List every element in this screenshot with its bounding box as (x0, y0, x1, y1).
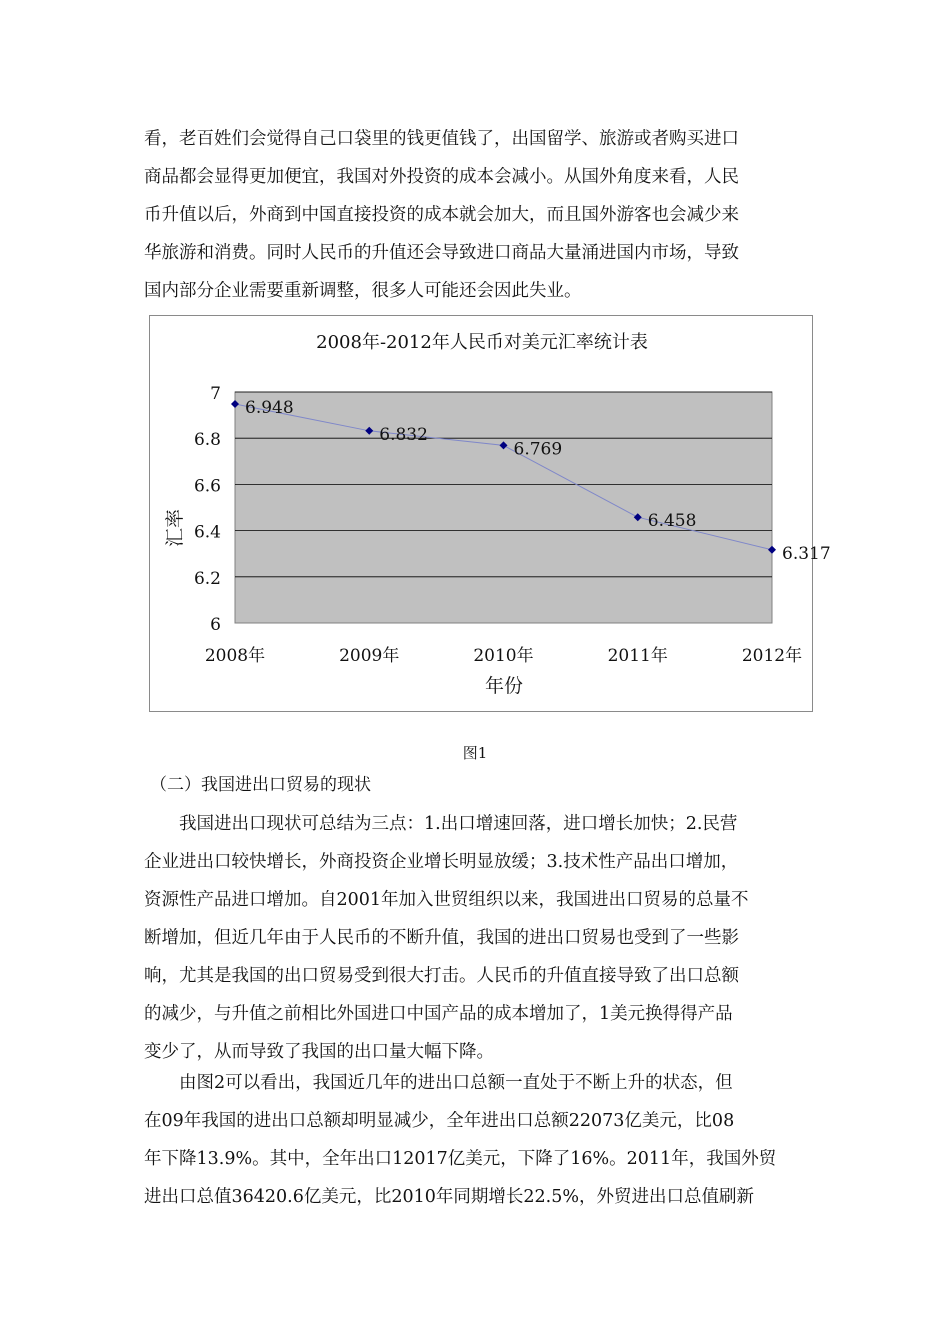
text-line: 进出口总值36420.6亿美元，比2010年同期增长22.5%，外贸进出口总值刷新 (144, 1187, 754, 1207)
text-line: 企业进出口较快增长，外商投资企业增长明显放缓；3.技术性产品出口增加， (144, 852, 739, 872)
x-tick-label: 2008年 (204, 646, 266, 666)
y-tick-label: 6 (210, 615, 221, 635)
x-axis-label: 年份 (484, 675, 524, 697)
x-tick-label: 2012年 (741, 646, 803, 666)
paragraph-2 (144, 805, 812, 1071)
text-line: 看，老百姓们会觉得自己口袋里的钱更值钱了，出国留学、旅游或者购买进口 (144, 129, 739, 149)
data-label: 6.832 (379, 424, 428, 445)
text-line: 我国进出口现状可总结为三点：1.出口增速回落，进口增长加快；2.民营 (144, 814, 738, 834)
exchange-rate-chart (149, 315, 831, 712)
text-line: 由图2可以看出，我国近几年的进出口总额一直处于不断上升的状态，但 (144, 1073, 733, 1093)
y-tick-label: 6.6 (193, 476, 221, 497)
text-line: 币升值以后，外商到中国直接投资的成本就会加大，而且国外游客也会减少来 (144, 205, 739, 225)
text-line: 国内部分企业需要重新调整，很多人可能还会因此失业。 (144, 281, 582, 301)
text-line: 的减少，与升值之前相比外国进口中国产品的成本增加了，1美元换得得产品 (144, 1004, 733, 1024)
y-tick-label: 6.2 (193, 568, 221, 589)
text-line: 商品都会显得更加便宜，我国对外投资的成本会减小。从国外角度来看，人民 (144, 167, 739, 187)
figure-caption: 图1 (462, 744, 488, 762)
paragraph-1 (144, 120, 812, 310)
data-label: 6.769 (513, 439, 563, 460)
data-label: 6.317 (782, 543, 831, 564)
text-line: 年下降13.9%。其中，全年出口12017亿美元，下降了16%。2011年，我国外贸 (144, 1149, 777, 1169)
text-line: 响，尤其是我国的出口贸易受到很大打击。人民币的升值直接导致了出口总额 (144, 966, 739, 986)
x-tick-label: 2009年 (339, 646, 400, 666)
x-tick-label: 2010年 (473, 646, 534, 666)
y-tick-label: 6.8 (193, 430, 221, 451)
text-line: 在09年我国的进出口总额却明显减少，全年进出口总额22073亿美元，比08 (144, 1111, 735, 1131)
text-line: 华旅游和消费。同时人民币的升值还会导致进口商品大量涌进国内市场，导致 (144, 243, 739, 263)
chart-svg (150, 316, 831, 713)
plot-area (235, 392, 772, 623)
chart-title: 2008年-2012年人民币对美元汇率统计表 (316, 332, 648, 353)
x-tick-label: 2011年 (607, 646, 668, 666)
y-tick-label: 7 (210, 384, 221, 404)
text-line: 断增加，但近几年由于人民币的不断升值，我国的进出口贸易也受到了一些影 (144, 928, 739, 948)
section-heading: （二）我国进出口贸易的现状 (150, 775, 371, 795)
data-label: 6.948 (245, 398, 294, 419)
data-label: 6.458 (647, 511, 697, 532)
y-axis-label: 汇率 (164, 508, 186, 548)
y-tick-label: 6.4 (193, 522, 221, 543)
paragraph-3 (144, 1064, 812, 1216)
text-line: 变少了，从而导致了我国的出口量大幅下降。 (144, 1042, 494, 1062)
text-line: 资源性产品进口增加。自2001年加入世贸组织以来，我国进出口贸易的总量不 (144, 890, 749, 910)
